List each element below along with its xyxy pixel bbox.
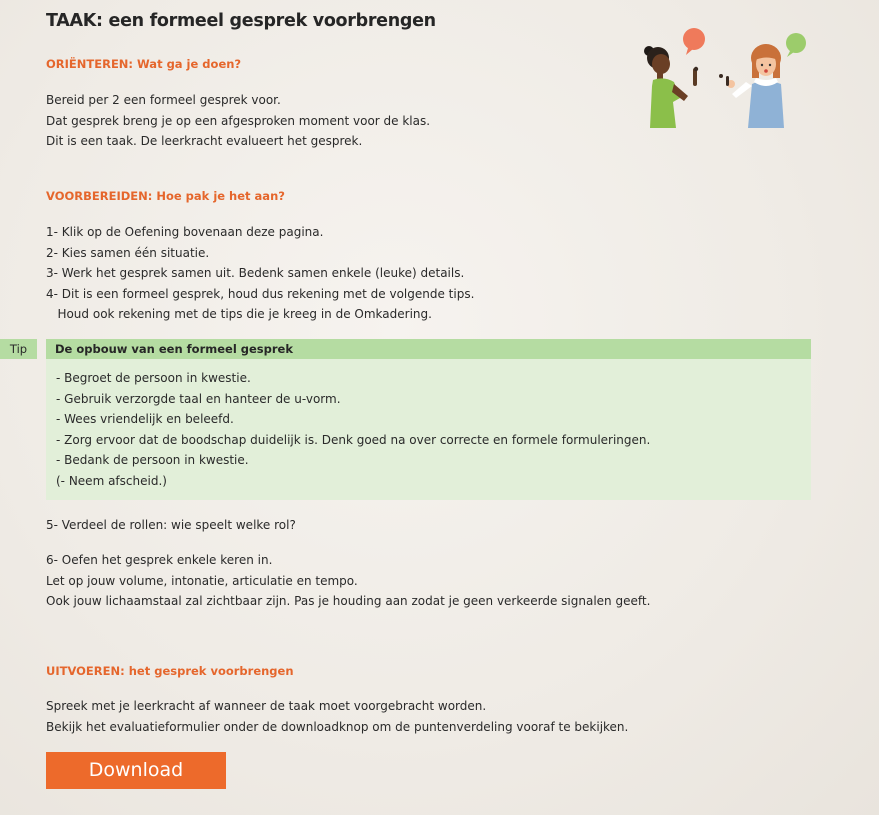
person-right-icon bbox=[719, 44, 784, 128]
tip-item: - Gebruik verzorgde taal en hanteer de u-vorm. bbox=[56, 391, 341, 406]
step-item: 5- Verdeel de rollen: wie speelt welke rol? bbox=[46, 518, 296, 532]
section-heading-uitvoeren: UITVOEREN: het gesprek voorbrengen bbox=[46, 664, 294, 678]
step-item: Ook jouw lichaamstaal zal zichtbaar zijn. Pas je houding aan zodat je geen verkeerde signalen geeft. bbox=[46, 594, 651, 608]
download-button[interactable]: Download bbox=[46, 752, 226, 789]
step-item: 4- Dit is een formeel gesprek, houd dus rekening met de volgende tips. bbox=[46, 286, 475, 301]
orienteren-line: Bereid per 2 een formeel gesprek voor. bbox=[46, 93, 281, 107]
tip-box bbox=[46, 339, 811, 500]
section-heading-voorbereiden: VOORBEREIDEN: Hoe pak je het aan? bbox=[46, 189, 285, 203]
speech-bubble-icon bbox=[683, 28, 705, 55]
voorbereiden-steps bbox=[46, 222, 474, 325]
tip-title: De opbouw van een formeel gesprek bbox=[46, 339, 811, 359]
step-item: Houd ook rekening met de tips die je kreeg in de Omkadering. bbox=[46, 307, 432, 321]
uitvoeren-text bbox=[46, 696, 628, 737]
step-6 bbox=[46, 550, 650, 612]
person-left-icon bbox=[644, 46, 698, 128]
tip-list bbox=[56, 368, 650, 491]
orienteren-line: Dat gesprek breng je op een afgesproken moment voor de klas. bbox=[46, 113, 431, 128]
uitvoeren-line: Spreek met je leerkracht af wanneer de taak moet voorgebracht worden. bbox=[46, 699, 487, 713]
uitvoeren-line: Bekijk het evaluatieformulier onder de downloadknop om de puntenverdeling vooraf te bekijken. bbox=[46, 719, 629, 734]
step-item: 2- Kies samen één situatie. bbox=[46, 245, 210, 260]
speech-bubble-icon bbox=[786, 33, 806, 57]
page-title: TAAK: een formeel gesprek voorbrengen bbox=[46, 11, 436, 31]
tip-item: (- Neem afscheid.) bbox=[56, 473, 167, 488]
tip-item: - Zorg ervoor dat de boodschap duidelijk is. Denk goed na over correcte en formele formuleringen. bbox=[56, 432, 651, 447]
step-item: 6- Oefen het gesprek enkele keren in. bbox=[46, 553, 273, 567]
orienteren-text bbox=[46, 90, 430, 152]
step-item: 1- Klik op de Oefening bovenaan deze pagina. bbox=[46, 225, 324, 239]
step-5 bbox=[46, 515, 296, 536]
tip-item: - Wees vriendelijk en beleefd. bbox=[56, 412, 234, 426]
tip-label: Tip bbox=[0, 339, 37, 359]
orienteren-line: Dit is een taak. De leerkracht evalueert het gesprek. bbox=[46, 134, 363, 148]
section-heading-orienteren: ORIËNTEREN: Wat ga je doen? bbox=[46, 57, 242, 71]
tip-item: - Begroet de persoon in kwestie. bbox=[56, 371, 251, 385]
step-item: Let op jouw volume, intonatie, articulatie en tempo. bbox=[46, 573, 358, 588]
tip-item: - Bedank de persoon in kwestie. bbox=[56, 453, 249, 467]
step-item: 3- Werk het gesprek samen uit. Bedenk samen enkele (leuke) details. bbox=[46, 266, 465, 280]
two-people-talking-illustration bbox=[636, 24, 816, 132]
